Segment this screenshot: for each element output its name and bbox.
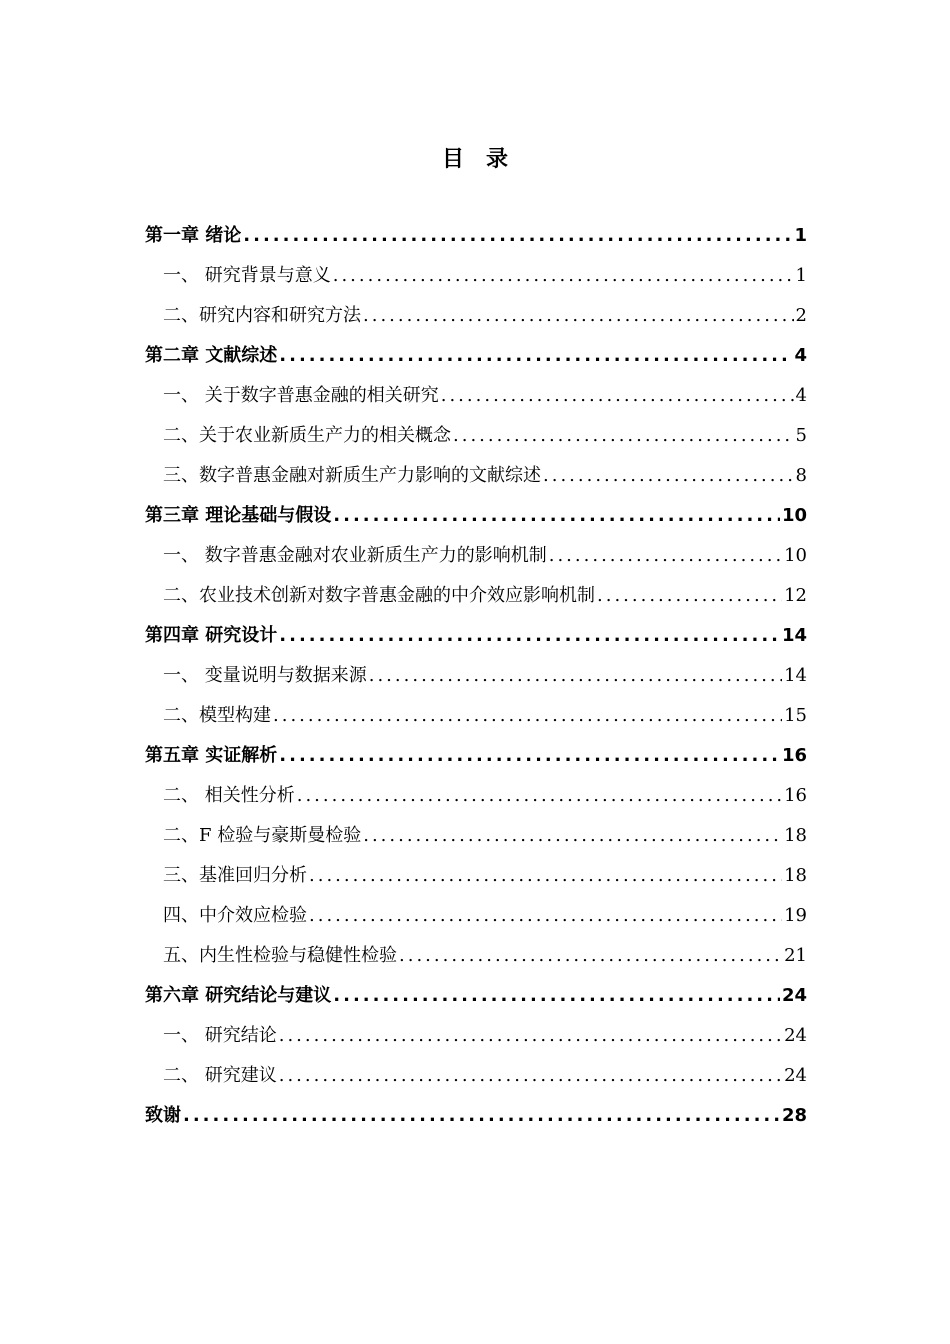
toc-page-number: 18 bbox=[784, 865, 807, 886]
toc-page-number: 16 bbox=[784, 785, 807, 806]
toc-section-entry[interactable] bbox=[145, 816, 807, 856]
toc-entry-label: 二、研究内容和研究方法 bbox=[163, 305, 361, 326]
toc-section-entry[interactable] bbox=[145, 776, 807, 816]
toc-dot-leader bbox=[279, 616, 780, 656]
toc-page-number: 10 bbox=[784, 545, 807, 566]
toc-chapter-entry[interactable] bbox=[145, 616, 807, 656]
toc-dot-leader bbox=[309, 856, 782, 896]
toc-page-number: 12 bbox=[784, 585, 807, 606]
toc-entry-label: 二、关于农业新质生产力的相关概念 bbox=[163, 425, 451, 446]
toc-section-entry[interactable] bbox=[145, 696, 807, 736]
toc-section-entry[interactable] bbox=[145, 896, 807, 936]
toc-section-entry[interactable] bbox=[145, 536, 807, 576]
toc-entry-label: 第六章 研究结论与建议 bbox=[145, 985, 332, 1006]
toc-entry-label: 第三章 理论基础与假设 bbox=[145, 505, 332, 526]
toc-entry-label: 二、农业技术创新对数字普惠金融的中介效应影响机制 bbox=[163, 585, 595, 606]
toc-dot-leader bbox=[543, 456, 794, 496]
toc-dot-leader bbox=[309, 896, 782, 936]
toc-dot-leader bbox=[597, 576, 782, 616]
toc-entry-label: 第五章 实证解析 bbox=[145, 745, 278, 766]
toc-dot-leader bbox=[243, 216, 792, 256]
toc-page-number: 16 bbox=[781, 745, 807, 766]
toc-dot-leader bbox=[279, 736, 780, 776]
toc-page-number: 2 bbox=[795, 305, 807, 326]
toc-page-number: 24 bbox=[784, 1065, 807, 1086]
toc-entry-label: 致谢 bbox=[145, 1105, 181, 1126]
page-title: 目 录 bbox=[441, 147, 508, 172]
toc-dot-leader bbox=[279, 336, 792, 376]
toc-page-number: 1 bbox=[794, 225, 807, 246]
toc-page-number: 4 bbox=[795, 385, 807, 406]
toc-page-number: 4 bbox=[794, 345, 807, 366]
toc-entry-label: 二、模型构建 bbox=[163, 705, 271, 726]
toc-dot-leader bbox=[441, 376, 794, 416]
toc-entry-label: 第四章 研究设计 bbox=[145, 625, 278, 646]
toc-entry-label: 四、中介效应检验 bbox=[163, 905, 307, 926]
toc-dot-leader bbox=[399, 936, 782, 976]
toc-dot-leader bbox=[279, 1056, 782, 1096]
toc-section-entry[interactable] bbox=[145, 376, 807, 416]
table-of-contents bbox=[145, 216, 807, 1136]
toc-entry-label: 一、 变量说明与数据来源 bbox=[163, 665, 367, 686]
toc-page-number: 21 bbox=[784, 945, 807, 966]
toc-entry-label: 第二章 文献综述 bbox=[145, 345, 278, 366]
toc-page-number: 1 bbox=[795, 265, 807, 286]
toc-dot-leader bbox=[333, 256, 794, 296]
toc-dot-leader bbox=[453, 416, 794, 456]
toc-page-number: 18 bbox=[784, 825, 807, 846]
toc-entry-label: 一、 数字普惠金融对农业新质生产力的影响机制 bbox=[163, 545, 547, 566]
toc-section-entry[interactable] bbox=[145, 296, 807, 336]
toc-chapter-entry[interactable] bbox=[145, 736, 807, 776]
toc-page-number: 8 bbox=[795, 465, 807, 486]
toc-chapter-entry[interactable] bbox=[145, 336, 807, 376]
toc-entry-label: 一、 关于数字普惠金融的相关研究 bbox=[163, 385, 439, 406]
toc-section-entry[interactable] bbox=[145, 936, 807, 976]
toc-entry-label: 二、 相关性分析 bbox=[163, 785, 295, 806]
toc-section-entry[interactable] bbox=[145, 1016, 807, 1056]
toc-section-entry[interactable] bbox=[145, 456, 807, 496]
toc-dot-leader bbox=[549, 536, 782, 576]
toc-chapter-entry[interactable] bbox=[145, 496, 807, 536]
toc-entry-label: 二、F 检验与豪斯曼检验 bbox=[163, 825, 362, 846]
toc-page-number: 5 bbox=[795, 425, 807, 446]
toc-section-entry[interactable] bbox=[145, 856, 807, 896]
toc-page-number: 15 bbox=[784, 705, 807, 726]
toc-entry-label: 第一章 绪论 bbox=[145, 225, 242, 246]
toc-dot-leader bbox=[333, 496, 780, 536]
toc-entry-label: 一、 研究背景与意义 bbox=[163, 265, 331, 286]
toc-page-number: 14 bbox=[784, 665, 807, 686]
toc-page-number: 24 bbox=[784, 1025, 807, 1046]
toc-page-number: 10 bbox=[781, 505, 807, 526]
toc-dot-leader bbox=[363, 296, 794, 336]
toc-entry-label: 三、数字普惠金融对新质生产力影响的文献综述 bbox=[163, 465, 541, 486]
toc-section-entry[interactable] bbox=[145, 576, 807, 616]
toc-entry-label: 二、 研究建议 bbox=[163, 1065, 277, 1086]
toc-chapter-entry[interactable] bbox=[145, 1096, 807, 1136]
toc-section-entry[interactable] bbox=[145, 1056, 807, 1096]
toc-entry-label: 一、 研究结论 bbox=[163, 1025, 277, 1046]
toc-entry-label: 三、基准回归分析 bbox=[163, 865, 307, 886]
toc-section-entry[interactable] bbox=[145, 656, 807, 696]
toc-section-entry[interactable] bbox=[145, 256, 807, 296]
toc-dot-leader bbox=[297, 776, 782, 816]
toc-dot-leader bbox=[279, 1016, 782, 1056]
toc-chapter-entry[interactable] bbox=[145, 976, 807, 1016]
toc-dot-leader bbox=[363, 816, 782, 856]
toc-page-number: 19 bbox=[784, 905, 807, 926]
toc-page-number: 28 bbox=[781, 1105, 807, 1126]
toc-dot-leader bbox=[369, 656, 782, 696]
toc-page-number: 24 bbox=[781, 985, 807, 1006]
toc-dot-leader bbox=[273, 696, 782, 736]
toc-chapter-entry[interactable] bbox=[145, 216, 807, 256]
toc-page-number: 14 bbox=[781, 625, 807, 646]
toc-section-entry[interactable] bbox=[145, 416, 807, 456]
toc-entry-label: 五、内生性检验与稳健性检验 bbox=[163, 945, 397, 966]
toc-dot-leader bbox=[183, 1096, 780, 1136]
toc-dot-leader bbox=[333, 976, 780, 1016]
